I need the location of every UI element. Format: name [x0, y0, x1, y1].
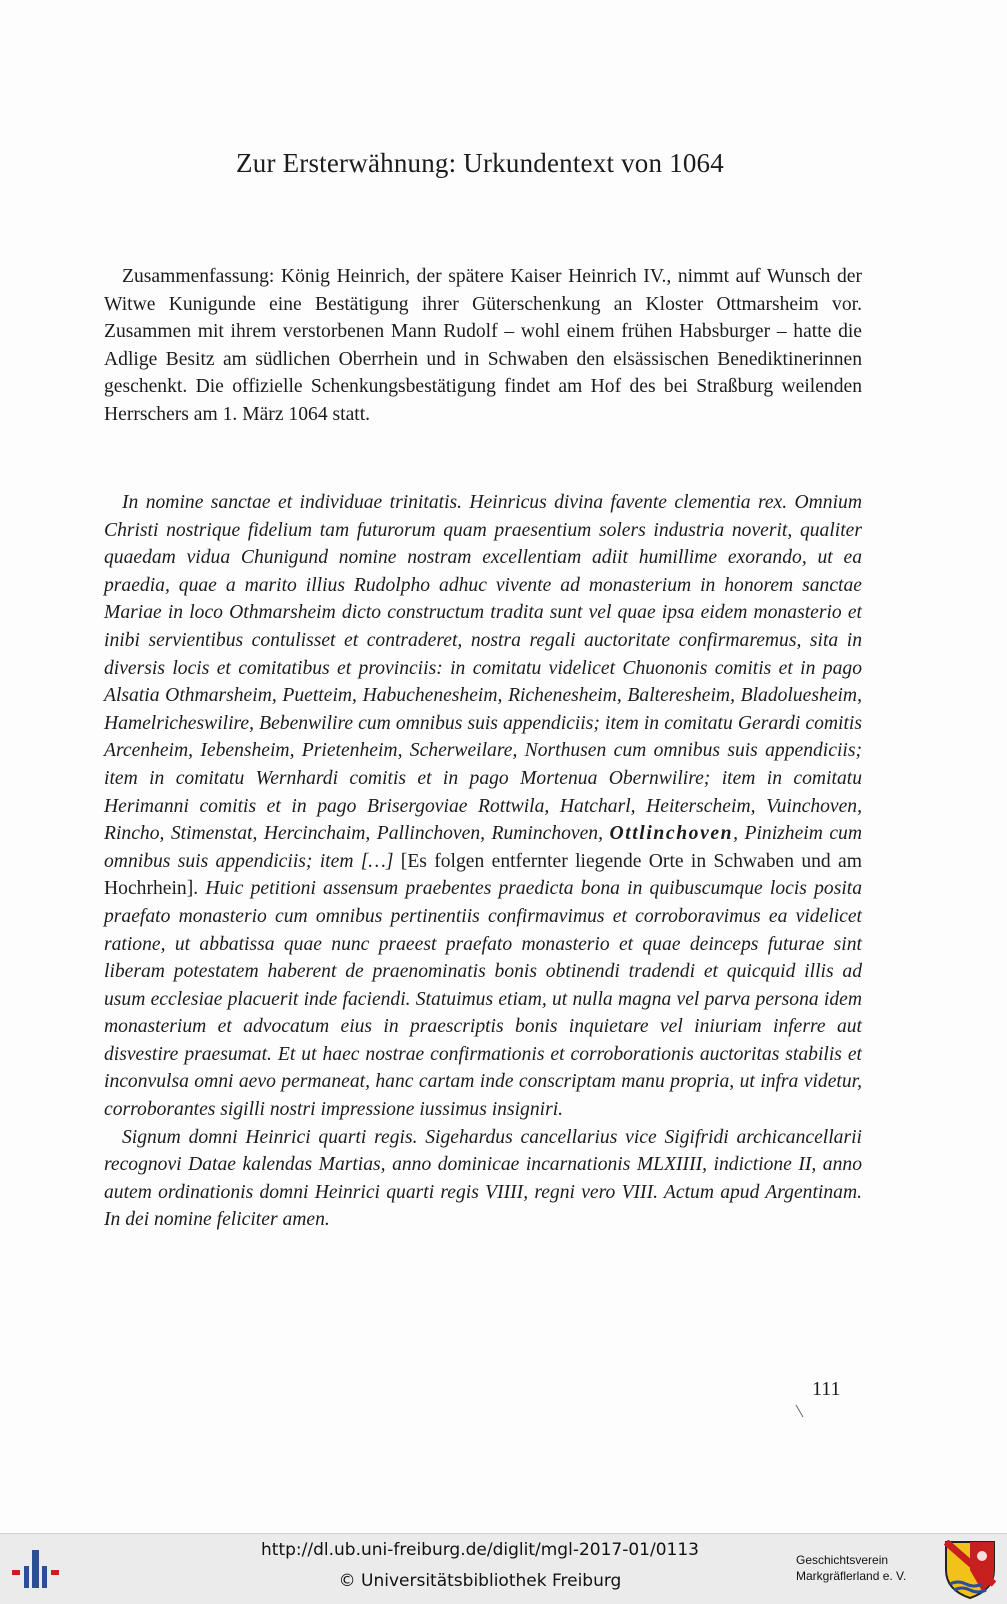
- association-line-1: Geschichtsverein: [796, 1553, 889, 1567]
- association-name: [796, 1552, 936, 1584]
- copyright-notice: © Universitätsbibliothek Freiburg: [338, 1571, 622, 1591]
- charter-text: [104, 489, 862, 1234]
- association-line-2: Markgräflerland e. V.: [796, 1569, 907, 1583]
- ub-freiburg-logo-icon[interactable]: [10, 1548, 64, 1592]
- charter-text-part-1: In nomine sanctae et individuae trinitatis. Heinricus divina favente clementia rex. Omnium Christi nostrique fidelium tam futurorum quam praesentium solers industria noverit, qualiter quaedam vidua Chunigund nomine nostram excellentiam adiit humillime exorando, ut ea praedia, quae a marito illius Rudolpho adhuc vivente ad monasterium in honorem sanctae Mariae in loco Othmarsheim dicto constructum tradita sunt vel quae ipsa eidem monasterio et inibi servientibus contulisset et contraderet, nostra regali auctoritate confirmaremus, sita in diversis locis et comitatibus et provinciis: in comitatu videlicet Chuononis comitis et in pago Alsatia Othmarsheim, Puetteim, Habuchenesheim, Richenesheim, Balteresheim, Bladoluesheim, Hamelricheswilire, Bebenwilire cum omnibus suis appendiciis; item in comitatu Gerardi comitis Arcenheim, Iebensheim, Prietenheim, Scherweilare, Northusen cum omnibus suis appendiciis; item in comitatu Wernhardi comitis et in pago Mortenua Obernwilire; item in comitatu Herimanni comitis et in pago Brisergoviae Rottwila, Hatcharl, Heiterscheim, Vuinchoven, Rincho, Stimenstat, Hercinchaim, Pallinchoven, Ruminchoven,: [104, 492, 862, 845]
- footer-bar: [0, 1533, 1007, 1604]
- signum-paragraph: [104, 1124, 862, 1234]
- charter-paragraph: [104, 489, 862, 1124]
- page-number: 111: [812, 1378, 841, 1400]
- highlighted-place-name: Ottlinchoven: [609, 823, 734, 845]
- permalink-url[interactable]: http://dl.ub.uni-freiburg.de/diglit/mgl-2017-01/0113: [261, 1540, 699, 1560]
- editorial-note: [Es folgen entfernter liegende Orte in Schwaben und am Hochrhein].: [104, 850, 862, 900]
- margin-mark: [796, 1405, 804, 1418]
- coat-of-arms-icon: [944, 1540, 996, 1600]
- signum-text: Signum domni Heinrici quarti regis. Sigehardus cancellarius vice Sigifridi archicancellarii recognovi Datae kalendas Martias, anno dominicae incarnationis MLXIIII, indictione II, anno autem ordinationis domni Heinrici quarti regis VIIII, regni vero VIII. Actum apud Argentinam. In dei nomine feliciter amen.: [104, 1126, 862, 1231]
- summary-paragraph: Zusammenfassung: König Heinrich, der spätere Kaiser Heinrich IV., nimmt auf Wunsch der Witwe Kunigunde eine Bestätigung ihrer Güterschenkung an Kloster Ottmarsheim vor. Zusammen mit ihrem verstorbenen Mann Rudolf – wohl einem frühen Habsburger – hatte die Adlige Besitz am südlichen Oberrhein und in Schwaben den elsässischen Benediktinerinnen geschenkt. Die offizielle Schenkungsbestätigung findet am Hof des bei Straßburg weilenden Herrschers am 1. März 1064 statt.: [104, 266, 862, 425]
- charter-text-part-2: , Pinizheim cum omnibus suis appendiciis; item […]: [104, 823, 862, 872]
- page-title: Zur Ersterwähnung: Urkundentext von 1064: [236, 148, 724, 178]
- charter-text-part-3: Huic petitioni assensum praebentes praedicta bona in quibuscumque locis posita praefato monasterio cum omnibus pertinentiis confirmavimus et corroboravimus ea videlicet ratione, ut abbatissa quae nunc praeest praefato monasterio et quae deinceps futurae sint liberam potestatem haberent de praenominatis bonis obtinendi tradendi et quicquid illis ad usum ecclesiae placuerit inde faciendi. Statuimus etiam, ut nulla magna vel parva persona idem monasterium et advocatum eius in praescriptis bonis inquietare vel iniuriam inferre aut disvestire praesumat. Et ut haec nostrae confirmationis et corroborationis auctoritas stabilis et inconvulsa omni aevo permaneat, hanc cartam inde conscriptam manu propria, ut infra videtur, corroborantes sigilli nostri impressione iussimus insigniri.: [104, 878, 863, 1121]
